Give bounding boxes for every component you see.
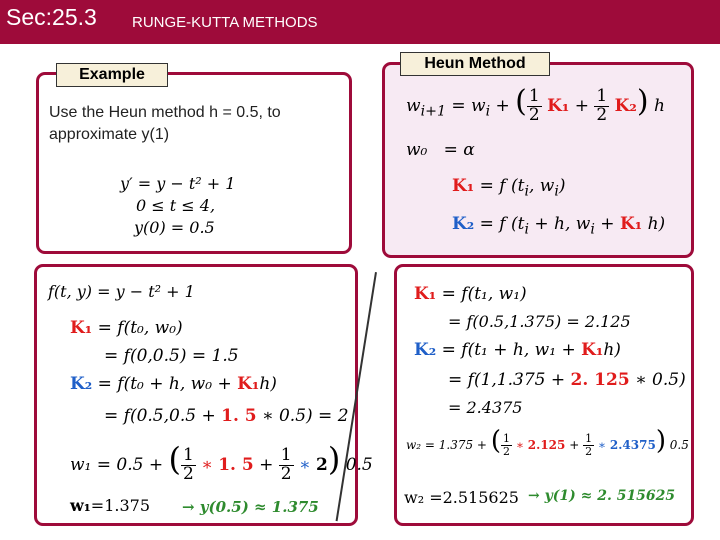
- step1-k2-value: = f(0.5,0.5 + 1. 5 ∗ 0.5) = 2: [104, 406, 349, 426]
- heun-initial: w₀ = α: [406, 140, 475, 160]
- heun-k2-def: K₂ = f ($t_i + h$, $w_i + K_1$ h): [452, 214, 666, 238]
- step2-y-approx: → y(1) ≈ 2. 515625: [528, 488, 676, 504]
- step2-k1-value: = f(0.5,1.375) = 2.125: [448, 312, 631, 331]
- step2-k2-result: = 2.4375: [448, 398, 523, 417]
- step1-w1-formula: w₁ = 0.5 + ( $\frac{1}{2}$ ∗ 1. 5 + $\frac{1}{2}$ ∗ 2) 0.5: [70, 440, 373, 484]
- step1-k1-value: = f(0,0.5) = 1.5: [104, 346, 239, 366]
- step1-k1-line: K₁ = f(t₀, w₀): [70, 318, 183, 338]
- example-tag: Example: [56, 63, 168, 87]
- example-line-1: Use the Heun method h = 0.5, to: [49, 104, 281, 121]
- heun-update-formula: $w_{i+1} = w_i$ + ( $\frac{1}{2}$ K₁ + $\frac{1}{2}$ K₂) h: [406, 84, 665, 125]
- ode-initial-value: y(0) = 0.5: [134, 218, 215, 237]
- ode-interval: 0 ≤ t ≤ 4,: [136, 196, 216, 215]
- f-definition: f(t, y) = y − t² + 1: [48, 282, 195, 301]
- ode-equation: y′ = y − t² + 1: [120, 174, 236, 193]
- step1-k2-line: K₂ = f(t₀ + h, w₀ + K₁h): [70, 374, 277, 394]
- heun-method-tag: Heun Method: [400, 52, 550, 76]
- header-bar: [0, 0, 720, 44]
- section-title: RUNGE-KUTTA METHODS: [132, 14, 318, 31]
- heun-k1-def: K₁ = f ($t_i$, $w_i$): [452, 176, 566, 200]
- step1-panel: [34, 264, 358, 526]
- example-line-2: approximate y(1): [49, 126, 170, 143]
- step2-w2-result: w₂ =2.515625: [404, 488, 519, 507]
- step2-w2-formula: w₂ = 1.375 + ( $\frac{1}{2}$ ∗ 2.125 + $\frac{1}{2}$ ∗ 2.4375) 0.5: [406, 426, 689, 458]
- step1-y-approx: → y(0.5) ≈ 1.375: [182, 498, 319, 516]
- step2-k2-value: = f(1,1.375 + 2. 125 ∗ 0.5): [448, 370, 686, 390]
- step2-k2-line: K₂ = f(t₁ + h, w₁ + K₁h): [414, 340, 621, 360]
- section-number: Sec:25.3: [6, 4, 97, 30]
- step1-w1-result: w₁=1.375: [70, 496, 150, 515]
- step2-k1-line: K₁ = f(t₁, w₁): [414, 284, 527, 304]
